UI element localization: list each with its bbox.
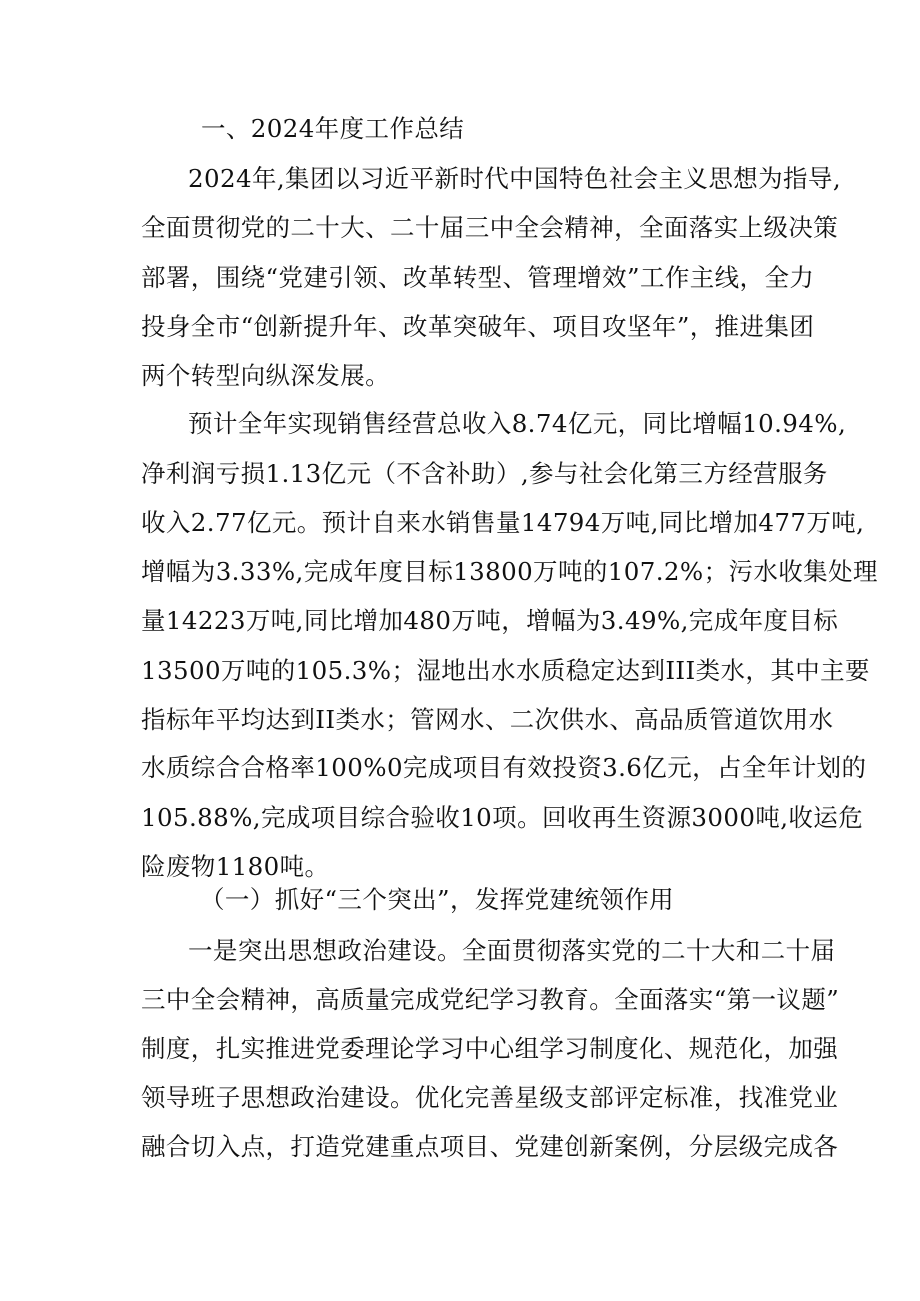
paragraph-line: 量14223万吨,同比增加480万吨，增幅为3.49%,完成年度目标 — [141, 606, 839, 635]
paragraph-line: 部署，围绕“党建引领、改革转型、管理增效”工作主线，全力 — [141, 263, 815, 292]
subsection-heading: （一）抓好“三个突出”，发挥党建统领作用 — [200, 885, 675, 914]
paragraph-line: 指标年平均达到II类水；管网水、二次供水、高品质管道饮用水 — [141, 705, 834, 734]
paragraph-line: 水质综合合格率100%0完成项目有效投资3.6亿元，占全年计划的 — [141, 753, 867, 782]
paragraph-line: 两个转型向纵深发展。 — [141, 361, 390, 390]
paragraph-line: 领导班子思想政治建设。优化完善星级支部评定标准，找准党业 — [141, 1083, 839, 1112]
paragraph-line: 三中全会精神，高质量完成党纪学习教育。全面落实“第一议题” — [141, 985, 840, 1014]
section-heading: 一、2024年度工作总结 — [201, 114, 465, 143]
paragraph-line: 13500万吨的105.3%；湿地出水水质稳定达到III类水，其中主要 — [141, 656, 870, 685]
paragraph-line: 制度，扎实推进党委理论学习中心组学习制度化、规范化，加强 — [141, 1034, 839, 1063]
paragraph-line: 投身全市“创新提升年、改革突破年、项目攻坚年”，推进集团 — [141, 312, 815, 341]
paragraph-line: 全面贯彻党的二十大、二十届三中全会精神，全面落实上级决策 — [141, 213, 839, 242]
paragraph-line: 净利润亏损1.13亿元（不含补助）,参与社会化第三方经营服务 — [141, 459, 828, 488]
paragraph-line: 105.88%,完成项目综合验收10项。回收再生资源3000吨,收运危 — [141, 803, 864, 832]
paragraph-line: 2024年,集团以习近平新时代中国特色社会主义思想为指导, — [188, 164, 842, 193]
paragraph-line: 融合切入点，打造党建重点项目、党建创新案例，分层级完成各 — [141, 1132, 839, 1161]
paragraph-line: 增幅为3.33%,完成年度目标13800万吨的107.2%；污水收集处理 — [141, 557, 878, 586]
paragraph-line: 险废物1180吨。 — [141, 852, 330, 881]
paragraph-line: 收入2.77亿元。预计自来水销售量14794万吨,同比增加477万吨, — [141, 508, 865, 537]
paragraph-line: 预计全年实现销售经营总收入8.74亿元，同比增幅10.94%, — [188, 409, 847, 438]
paragraph-line: 一是突出思想政治建设。全面贯彻落实党的二十大和二十届 — [188, 936, 836, 965]
